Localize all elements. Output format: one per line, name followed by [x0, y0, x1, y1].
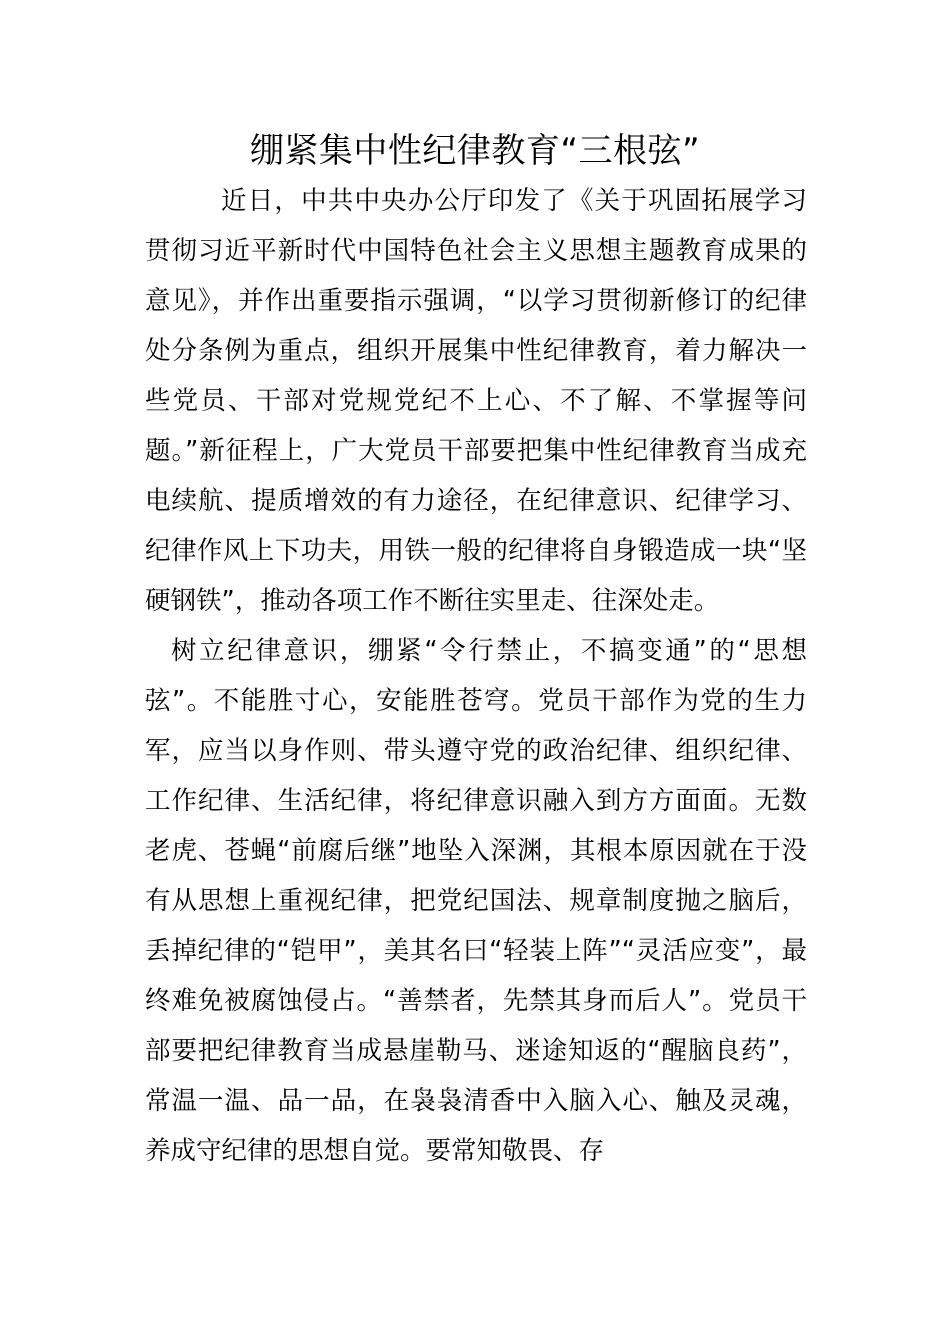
document-body: [145, 176, 807, 1176]
document-title: 绷紧集中性纪律教育“三根弦”: [249, 131, 701, 171]
paragraph-discipline-awareness: 树立纪律意识，绷紧“令行禁止，不搞变通”的“思想弦”。不能胜寸心，安能胜苍穹。党员干部作为党的生力军，应当以身作则、带头遵守党的政治纪律、组织纪律、工作纪律、生活纪律，将纪律意识融入到方方面面。无数老虎、苍蝇“前腐后继”地坠入深渊，其根本原因就在于没有从思想上重视纪律，把党纪国法、规章制度抛之脑后，丢掉纪律的“铠甲”，美其名曰“轻装上阵”“灵活应变”，最终难免被腐蚀侵占。“善禁者，先禁其身而后人”。党员干部要把纪律教育当成悬崖勒马、迷途知返的“醒脑良药”，常温一温、品一品，在袅袅清香中入脑入心、触及灵魂，养成守纪律的思想自觉。要常知敬畏、存: [145, 636, 807, 1166]
paragraph-intro: 近日，中共中央办公厅印发了《关于巩固拓展学习贯彻习近平新时代中国特色社会主义思想主题教育成果的意见》，并作出重要指示强调，“以学习贯彻新修订的纪律处分条例为重点，组织开展集中性纪律教育，着力解决一些党员、干部对党规党纪不上心、不了解、不掌握等问题。”新征程上，广大党员干部要把集中性纪律教育当成充电续航、提质增效的有力途径，在纪律意识、纪律学习、纪律作风上下功夫，用铁一般的纪律将自身锻造成一块“坚硬钢铁”，推动各项工作不断往实里走、往深处走。: [145, 186, 807, 616]
